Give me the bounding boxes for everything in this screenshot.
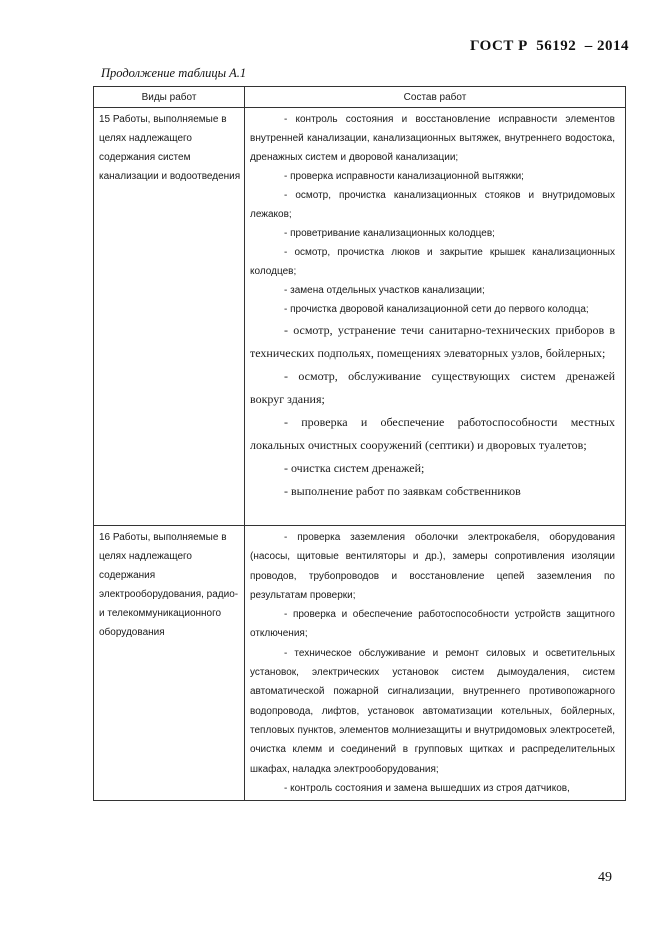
table-header-row xyxy=(94,87,626,108)
work-composition-cell xyxy=(245,108,626,526)
row-spacer xyxy=(250,503,615,523)
list-item: - проверка исправности канализационной вытяжки; xyxy=(284,171,524,182)
list-item: - прочистка дворовой канализационной сети до первого колодца; xyxy=(284,304,589,315)
list-item: - осмотр, устранение течи санитарно-технических приборов в технических подпольях, помещениях элеваторных узлов, бойлерных; xyxy=(250,323,615,360)
list-item: - выполнение работ по заявкам собственников xyxy=(284,484,521,498)
list-item: - замена отдельных участков канализации; xyxy=(284,285,485,296)
list-item: - контроль состояния и замена вышедших из строя датчиков, xyxy=(284,782,570,794)
list-item: - проветривание канализационных колодцев; xyxy=(284,228,495,239)
list-item: - проверка и обеспечение работоспособности устройств защитного отключения; xyxy=(250,609,615,640)
column-header-kind: Виды работ xyxy=(94,87,245,108)
column-header-composition: Состав работ xyxy=(245,87,626,108)
work-composition-cell xyxy=(245,526,626,801)
list-item: - очистка систем дренажей; xyxy=(284,461,425,475)
table-row xyxy=(94,108,626,526)
list-item: - осмотр, прочистка люков и закрытие крышек канализационных колодцев; xyxy=(250,247,615,277)
document-header: ГОСТ Р 56192 – 2014 xyxy=(470,38,630,54)
list-item: - контроль состояния и восстановление исправности элементов внутренней канализации, канализационных вытяжек, внутреннего водостока, дренажных систем и дворовой канализации; xyxy=(250,114,615,163)
work-kind-cell: 15 Работы, выполняемые в целях надлежащего содержания систем канализации и водоотведения xyxy=(94,108,245,526)
list-item: - осмотр, прочистка канализационных стояков и внутридомовых лежаков; xyxy=(250,190,615,220)
work-kind-cell: 16 Работы, выполняемые в целях надлежащего содержания электрооборудования, радио- и телекоммуникационного оборудования xyxy=(94,526,245,801)
list-item: - осмотр, обслуживание существующих систем дренажей вокруг здания; xyxy=(250,369,615,406)
works-table xyxy=(93,86,626,801)
table-caption: Продолжение таблицы А.1 xyxy=(101,66,247,80)
list-item: - проверка и обеспечение работоспособности местных локальных очистных сооружений (септики) и дворовых туалетов; xyxy=(250,415,615,452)
list-item: - техническое обслуживание и ремонт силовых и осветительных установок, электрических установок систем дымоудаления, систем автоматической пожарной сигнализации, внутреннего противопожарного водопровода, лифтов, установок автоматизации котельных, бойлерных, тепловых пунктов, элементов молниезащиты и внутридомовых электросетей, очистка клемм и соединений в групповых щитках и распределительных шкафах, наладка электрооборудования; xyxy=(250,647,615,775)
table-row xyxy=(94,526,626,801)
page-number: 49 xyxy=(598,870,612,885)
list-item: - проверка заземления оболочки электрокабеля, оборудования (насосы, щитовые вентиляторы и др.), замеры сопротивления изоляции проводов, трубопроводов и восстановление цепей заземления по результатам проверки; xyxy=(250,532,615,601)
